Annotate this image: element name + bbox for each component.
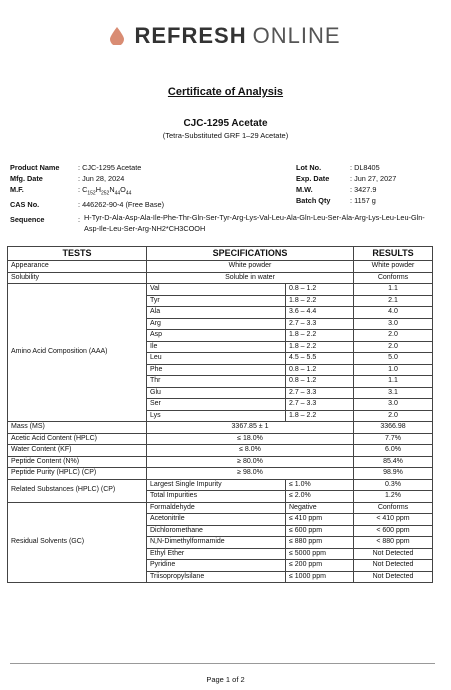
- info-value: 1157 g: [354, 196, 376, 205]
- table-cell: 1.8 – 2.2: [286, 410, 354, 422]
- table-cell: Negative: [286, 502, 354, 514]
- info-label: Lot No.: [296, 163, 322, 172]
- table-cell: Not Detected: [354, 571, 433, 583]
- table-cell: Related Substances (HPLC) (CP): [8, 479, 147, 502]
- table-cell: Soluble in water: [147, 272, 354, 284]
- table-cell: < 600 ppm: [354, 525, 433, 537]
- table-cell: White powder: [147, 261, 354, 273]
- table-cell: Triisopropylsilane: [147, 571, 286, 583]
- table-row: [8, 284, 433, 296]
- table-cell: 3.0: [354, 318, 433, 330]
- info-label: M.W.: [296, 185, 313, 194]
- table-cell: < 410 ppm: [354, 514, 433, 526]
- info-label: Batch Qty: [296, 196, 331, 205]
- table-cell: Ser: [147, 399, 286, 411]
- info-value: Jun 28, 2024: [82, 174, 125, 183]
- table-cell: 1.8 – 2.2: [286, 330, 354, 342]
- table-cell: 4.5 – 5.5: [286, 353, 354, 365]
- info-value: DL8405: [354, 163, 380, 172]
- table-cell: ≤ 8.0%: [147, 445, 354, 457]
- table-cell: 2.1: [354, 295, 433, 307]
- info-value: Jun 27, 2027: [354, 174, 397, 183]
- brand-logo: [0, 22, 451, 50]
- water-drop-icon: [110, 27, 124, 45]
- table-cell: ≤ 410 ppm: [286, 514, 354, 526]
- table-cell: 1.0: [354, 364, 433, 376]
- table-cell: Not Detected: [354, 560, 433, 572]
- table-cell: 1.1: [354, 376, 433, 388]
- brand-sub: ONLINE: [252, 23, 341, 48]
- header-specifications: SPECIFICATIONS: [147, 247, 354, 261]
- table-cell: ≤ 200 ppm: [286, 560, 354, 572]
- table-cell: Ala: [147, 307, 286, 319]
- table-cell: Amino Acid Composition (AAA): [8, 284, 147, 422]
- product-heading: CJC-1295 Acetate: [183, 118, 268, 129]
- info-value: 3427.9: [354, 185, 377, 194]
- table-cell: < 880 ppm: [354, 537, 433, 549]
- table-cell: 1.8 – 2.2: [286, 341, 354, 353]
- table-cell: Not Detected: [354, 548, 433, 560]
- table-row: [8, 272, 433, 284]
- table-row: [8, 502, 433, 514]
- page-number: Page 1 of 2: [206, 675, 245, 684]
- table-body: [8, 261, 433, 583]
- header-results: RESULTS: [354, 247, 433, 261]
- header-tests: TESTS: [8, 247, 147, 261]
- table-cell: Mass (MS): [8, 422, 147, 434]
- product-subheading: (Tetra-Substituted GRF 1–29 Acetate): [162, 131, 289, 140]
- table-cell: Asp: [147, 330, 286, 342]
- molecular-formula: $C_{152}H_{252}N_{44}O_{44}$: [82, 185, 132, 197]
- table-cell: 2.7 – 3.3: [286, 387, 354, 399]
- table-cell: ≤ 5000 ppm: [286, 548, 354, 560]
- info-label: Product Name: [10, 163, 60, 172]
- table-cell: ≤ 1.0%: [286, 479, 354, 491]
- table-cell: 3.6 – 4.4: [286, 307, 354, 319]
- table-cell: 5.0: [354, 353, 433, 365]
- info-value: CJC-1295 Acetate: [82, 163, 142, 172]
- table-cell: 85.4%: [354, 456, 433, 468]
- table-cell: Arg: [147, 318, 286, 330]
- table-cell: 4.0: [354, 307, 433, 319]
- table-cell: Lys: [147, 410, 286, 422]
- document-title: Certificate of Analysis: [167, 86, 284, 98]
- table-row: [8, 468, 433, 480]
- table-cell: Peptide Purity (HPLC) (CP): [8, 468, 147, 480]
- results-table: [7, 246, 433, 583]
- table-cell: Phe: [147, 364, 286, 376]
- table-cell: 6.0%: [354, 445, 433, 457]
- table-cell: ≤ 880 ppm: [286, 537, 354, 549]
- table-cell: Residual Solvents (GC): [8, 502, 147, 583]
- table-cell: Ile: [147, 341, 286, 353]
- table-cell: 2.7 – 3.3: [286, 399, 354, 411]
- table-cell: 3366.98: [354, 422, 433, 434]
- table-row: [8, 456, 433, 468]
- table-cell: White powder: [354, 261, 433, 273]
- table-cell: ≤ 600 ppm: [286, 525, 354, 537]
- peptide-sequence: H-Tyr-D-Ala-Asp-Ala-Ile-Phe-Thr-Gln-Ser-Tyr-Arg-Lys-Val-Leu-Ala-Gln-Leu-Ser-Ala-Arg-Lys-Leu-Leu-Gln-Asp-Ile-Leu-Ser-Arg-NH2*CH3COOH: [84, 213, 425, 233]
- info-label: M.F.: [10, 185, 24, 194]
- table-cell: Acetonitrile: [147, 514, 286, 526]
- brand-name: REFRESH: [134, 23, 247, 48]
- table-row: [8, 433, 433, 445]
- table-row: [8, 422, 433, 434]
- table-cell: 1.2%: [354, 491, 433, 503]
- table-cell: ≥ 98.0%: [147, 468, 354, 480]
- table-cell: Water Content (KF): [8, 445, 147, 457]
- table-cell: Pyridine: [147, 560, 286, 572]
- table-cell: Conforms: [354, 502, 433, 514]
- table-cell: 0.8 – 1.2: [286, 376, 354, 388]
- info-label: Exp. Date: [296, 174, 330, 183]
- table-cell: Conforms: [354, 272, 433, 284]
- table-row: [8, 261, 433, 273]
- table-cell: 2.0: [354, 341, 433, 353]
- table-header-row: [8, 247, 433, 261]
- info-left: Product Name : CJC-1295 Acetate Mfg. Date : Jun 28, 2024 M.F. : $C_{152}H_{252}N_{44}O_{44}$ CAS No. : 446262-90-4 (Free Base) Sequence :: [10, 163, 164, 225]
- info-label: CAS No.: [10, 200, 40, 210]
- table-cell: 98.9%: [354, 468, 433, 480]
- table-cell: Appearance: [8, 261, 147, 273]
- table-cell: 2.0: [354, 410, 433, 422]
- table-cell: Solubility: [8, 272, 147, 284]
- table-cell: 0.8 – 1.2: [286, 364, 354, 376]
- table-cell: Total Impurities: [147, 491, 286, 503]
- info-label: Mfg. Date: [10, 174, 43, 183]
- table-cell: Thr: [147, 376, 286, 388]
- table-cell: 3.1: [354, 387, 433, 399]
- table-cell: Formaldehyde: [147, 502, 286, 514]
- table-cell: 2.0: [354, 330, 433, 342]
- table-cell: ≤ 2.0%: [286, 491, 354, 503]
- table-cell: 0.3%: [354, 479, 433, 491]
- table-cell: Val: [147, 284, 286, 296]
- table-cell: 2.7 – 3.3: [286, 318, 354, 330]
- info-right: Lot No. : DL8405 Exp. Date : Jun 27, 2027 M.W. : 3427.9 Batch Qty : 1157 g: [296, 163, 397, 205]
- table-cell: Glu: [147, 387, 286, 399]
- table-cell: Acetic Acid Content (HPLC): [8, 433, 147, 445]
- footer-divider: [10, 663, 435, 664]
- table-cell: Ethyl Ether: [147, 548, 286, 560]
- table-cell: 3367.85 ± 1: [147, 422, 354, 434]
- table-cell: 0.8 – 1.2: [286, 284, 354, 296]
- table-cell: 3.0: [354, 399, 433, 411]
- table-row: [8, 445, 433, 457]
- table-cell: Largest Single Impurity: [147, 479, 286, 491]
- table-cell: Tyr: [147, 295, 286, 307]
- table-cell: Dichloromethane: [147, 525, 286, 537]
- table-cell: 1.8 – 2.2: [286, 295, 354, 307]
- table-cell: 7.7%: [354, 433, 433, 445]
- table-cell: ≥ 80.0%: [147, 456, 354, 468]
- table-row: [8, 479, 433, 491]
- table-cell: Leu: [147, 353, 286, 365]
- table-cell: ≤ 1000 ppm: [286, 571, 354, 583]
- table-cell: ≤ 18.0%: [147, 433, 354, 445]
- info-value: 446262-90-4 (Free Base): [82, 200, 164, 210]
- table-cell: 1.1: [354, 284, 433, 296]
- info-label: Sequence: [10, 215, 45, 225]
- table-cell: N,N-Dimethylformamide: [147, 537, 286, 549]
- table-cell: Peptide Content (N%): [8, 456, 147, 468]
